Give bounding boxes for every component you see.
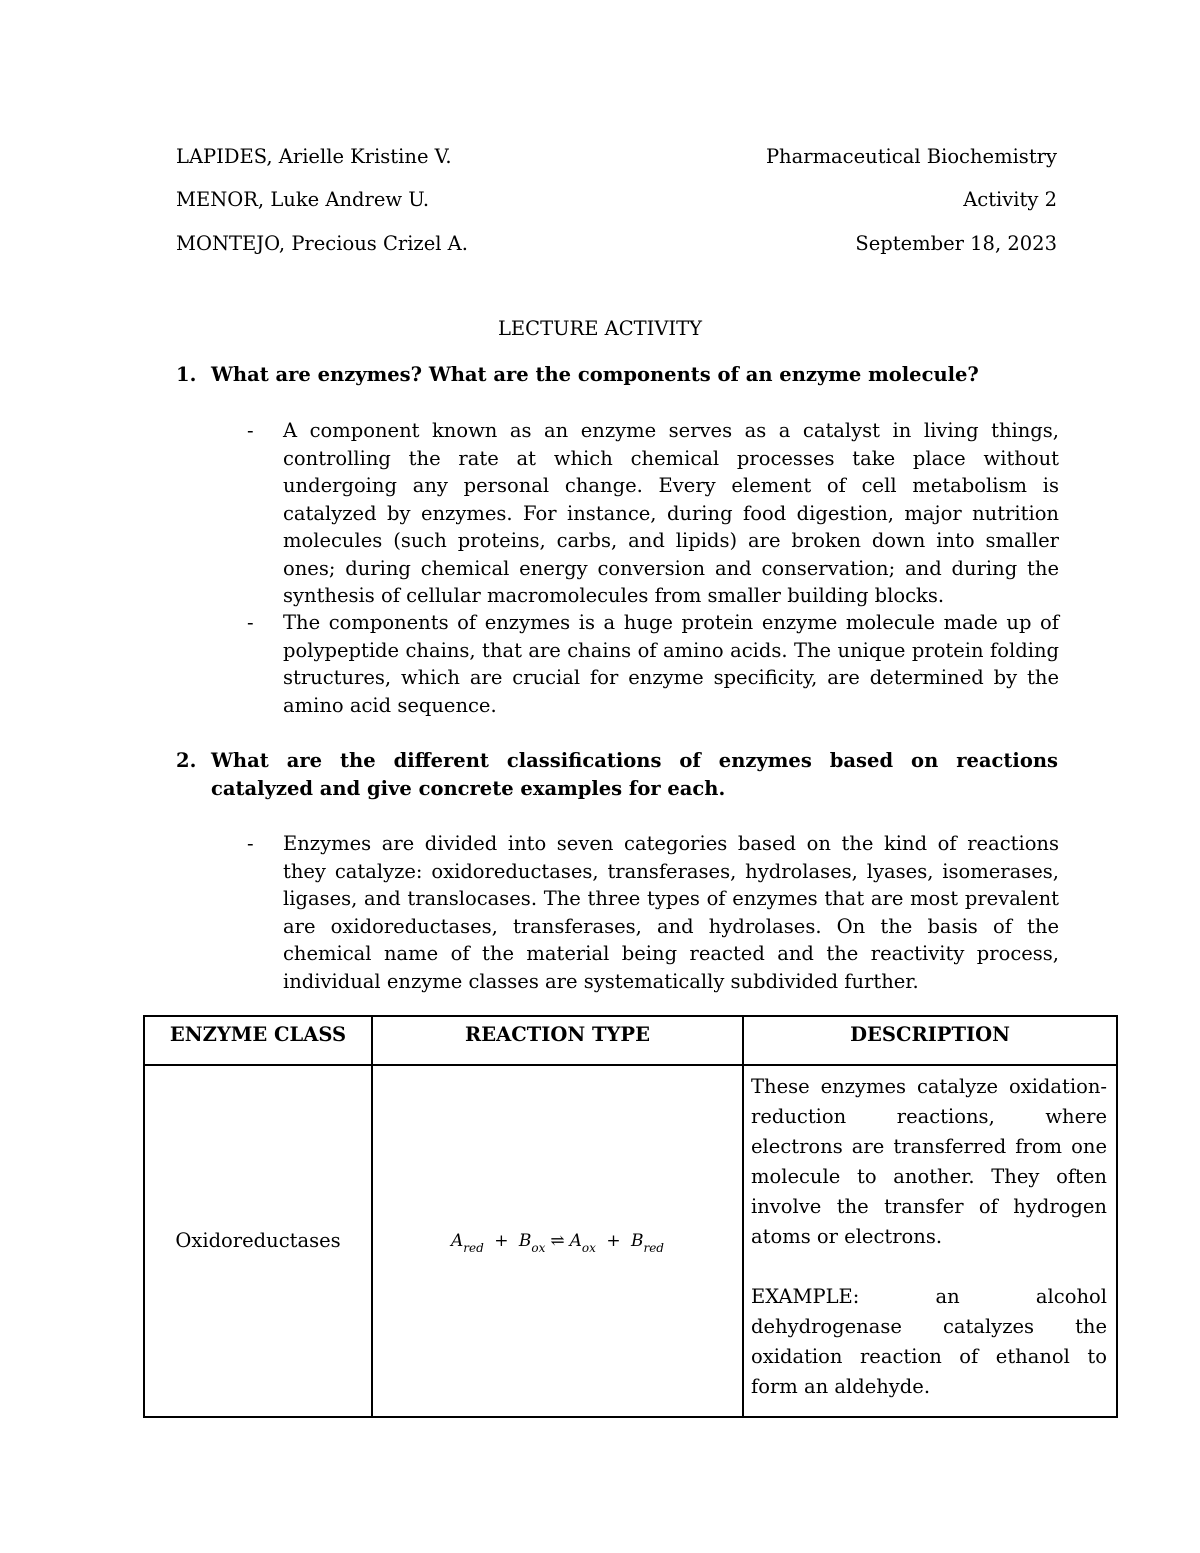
question-number: 1. <box>176 363 197 386</box>
example-text: EXAMPLE: an alcohol dehydrogenase catalyzes the oxidation reaction of ethanol to form an aldehyde. <box>751 1285 1107 1398</box>
question-1 <box>176 361 1058 389</box>
answer-1a <box>247 417 1059 610</box>
question-text: What are the different classifications of enzymes based on reactions catalyzed and give concrete examples for each. <box>211 749 1058 800</box>
reactant-b: B <box>518 1231 532 1251</box>
answer-text: A component known as an enzyme serves as a catalyst in living things, controlling the rate at which chemical processes take place without undergoing any personal change. Every element of cell metabolism is catalyzed by enzymes. For instance, during food digestion, major nutrition molecules (such proteins, carbs, and lipids) are broken down into smaller ones; during chemical energy conversion and conservation; and during the synthesis of cellular macromolecules from smaller building blocks. <box>283 419 1059 607</box>
dash-bullet: - <box>247 611 254 634</box>
product-a: A <box>569 1231 582 1251</box>
reactant-b-subscript: ox <box>531 1241 546 1255</box>
question-text: What are enzymes? What are the components of an enzyme molecule? <box>211 363 979 386</box>
enzyme-class-cell: Oxidoreductases <box>144 1065 372 1417</box>
page-title: LECTURE ACTIVITY <box>497 317 703 340</box>
dash-bullet: - <box>247 832 254 855</box>
header-description: DESCRIPTION <box>743 1016 1117 1065</box>
equilibrium-arrow: ⇌ <box>550 1231 565 1251</box>
table-row <box>144 1065 1117 1417</box>
product-a-subscript: ox <box>581 1241 596 1255</box>
product-b-subscript: red <box>643 1241 664 1255</box>
student-name-2: MENOR, Luke Andrew U. <box>176 188 430 211</box>
answer-1b <box>247 609 1059 719</box>
reactant-a-subscript: red <box>463 1241 484 1255</box>
answer-2a <box>247 830 1059 995</box>
table-header-row <box>144 1016 1117 1065</box>
activity-label: Activity 2 <box>963 188 1057 211</box>
activity-date: September 18, 2023 <box>855 232 1057 255</box>
course-name: Pharmaceutical Biochemistry <box>765 145 1057 168</box>
question-number: 2. <box>176 749 197 772</box>
plus-sign: + <box>494 1231 509 1251</box>
header-enzyme-class: ENZYME CLASS <box>144 1016 372 1065</box>
description-cell <box>743 1065 1117 1417</box>
answer-text: Enzymes are divided into seven categories based on the kind of reactions they catalyze: oxidoreductases, transferases, hydrolases, lyases, isomerases, ligases, and translocases. The three types of enzymes that are most prevalent are oxidoreductases, transferases, and hydrolases. On the basis of the chemical name of the material being reacted and the reactivity process, individual enzyme classes are systematically subdivided further. <box>283 832 1059 993</box>
enzyme-table <box>143 1015 1118 1418</box>
student-name-3: MONTEJO, Precious Crizel A. <box>176 232 468 255</box>
product-b: B <box>630 1231 644 1251</box>
question-2 <box>176 747 1058 803</box>
reaction-equation <box>372 1065 743 1417</box>
answer-text: The components of enzymes is a huge protein enzyme molecule made up of polypeptide chains, that are chains of amino acids. The unique protein folding structures, which are crucial for enzyme specificity, are determined by the amino acid sequence. <box>283 611 1059 717</box>
plus-sign: + <box>606 1231 621 1251</box>
student-name-1: LAPIDES, Arielle Kristine V. <box>176 145 452 168</box>
description-text: These enzymes catalyze oxidation-reduction reactions, where electrons are transferred from one molecule to another. They often involve the transfer of hydrogen atoms or electrons. <box>751 1075 1107 1248</box>
dash-bullet: - <box>247 419 254 442</box>
header-reaction-type: REACTION TYPE <box>372 1016 743 1065</box>
reactant-a: A <box>451 1231 464 1251</box>
